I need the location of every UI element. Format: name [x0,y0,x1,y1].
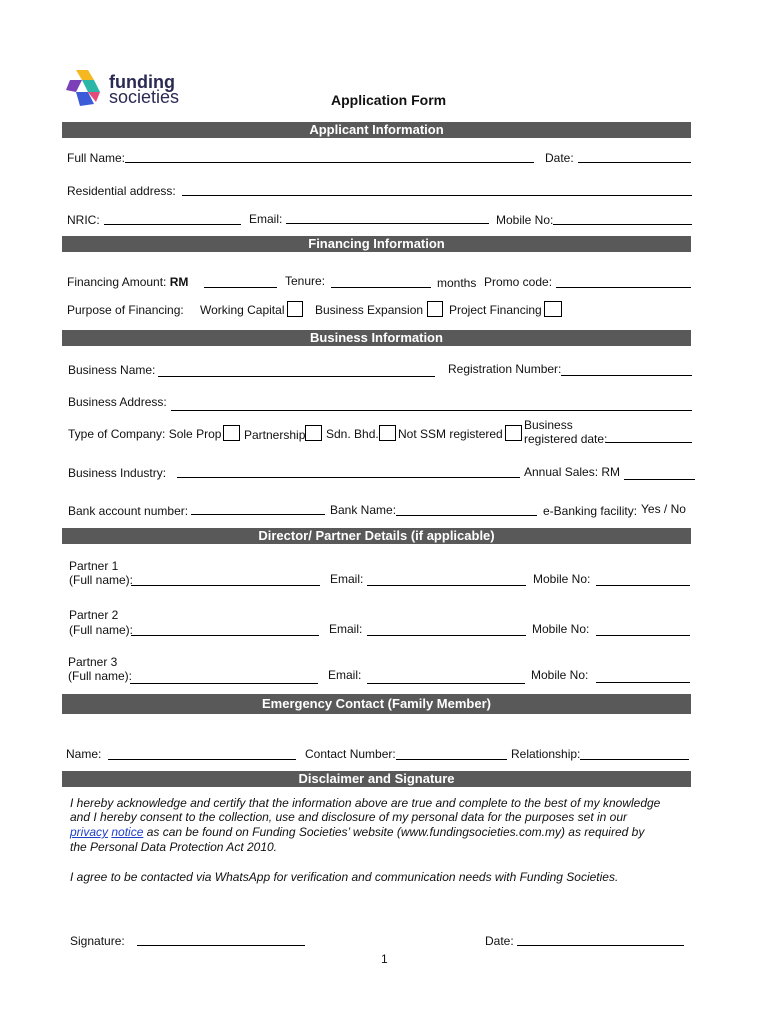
bank-account-field[interactable] [191,514,325,515]
months-label: months [437,276,477,290]
form-title: Application Form [331,92,447,108]
notice-link[interactable]: notice [111,825,144,839]
business-name-field[interactable] [158,376,435,377]
emergency-relationship-field[interactable] [580,759,689,760]
financing-amount-text: Financing Amount: [67,275,167,289]
emergency-relationship-label: Relationship: [511,747,581,761]
purpose-label: Purpose of Financing: [67,303,184,317]
section-header-directors: Director/ Partner Details (if applicable) [62,528,691,544]
business-name-label: Business Name: [68,363,156,377]
partner-2-fullname-field[interactable] [131,635,319,636]
brand-line-2: societies [109,87,180,107]
registered-date-label-2: registered date: [524,432,608,446]
email-label: Email: [249,212,283,226]
mobile-field[interactable] [553,224,692,225]
business-expansion-label: Business Expansion [315,303,424,317]
partner-1-fullname-label: (Full name): [69,573,134,587]
project-financing-checkbox[interactable] [544,301,562,317]
partner-1-label: Partner 1 [69,559,119,573]
partner-2-mobile-label: Mobile No: [532,622,590,636]
tenure-label: Tenure: [285,274,326,288]
ebanking-yes-no[interactable]: Yes / No [641,502,686,516]
ebanking-label: e-Banking facility: [543,504,638,518]
partner-1-email-label: Email: [330,572,364,586]
working-capital-checkbox[interactable] [287,301,303,317]
disclaimer-line-1: I hereby acknowledge and certify that the information above are true and complete to the best of my knowledge [70,796,661,810]
brand-line-1: funding [109,72,175,92]
bank-name-label: Bank Name: [330,503,397,517]
business-address-field[interactable] [171,410,692,411]
signature-label: Signature: [70,934,125,948]
partner-1-fullname-field[interactable] [131,585,320,586]
partner-2-email-label: Email: [329,622,363,636]
partner-3-mobile-label: Mobile No: [531,668,589,682]
partner-2-fullname-label: (Full name): [69,623,134,637]
project-financing-label: Project Financing [449,303,542,317]
tenure-field[interactable] [331,287,431,288]
partner-1-email-field[interactable] [367,585,526,586]
emergency-name-label: Name: [66,747,102,761]
partner-3-fullname-label: (Full name): [68,669,133,683]
section-header-emergency: Emergency Contact (Family Member) [62,694,691,714]
registered-date-label-1: Business [524,418,573,432]
working-capital-label: Working Capital [200,303,285,317]
partner-3-label: Partner 3 [68,655,118,669]
emergency-contact-field[interactable] [396,759,507,760]
sole-prop-checkbox[interactable] [223,425,240,441]
signature-date-field[interactable] [517,945,684,946]
annual-sales-label: Annual Sales: RM [524,465,621,479]
nric-label: NRIC: [67,213,100,227]
emergency-contact-label: Contact Number: [305,747,396,761]
date-label: Date: [545,151,574,165]
partner-2-email-field[interactable] [367,635,526,636]
nric-field[interactable] [104,224,241,225]
partnership-label: Partnership [244,428,306,442]
section-header-financing: Financing Information [62,236,691,252]
section-header-business: Business Information [62,330,691,346]
financing-amount-label [67,275,188,289]
promo-code-label: Promo code: [484,275,553,289]
registration-number-field[interactable] [561,375,692,376]
partner-3-fullname-field[interactable] [130,683,318,684]
residential-address-field[interactable] [182,195,692,196]
disclaimer-line-3-text: as can be found on Funding Societies’ website (www.fundingsocieties.com.my) as required by [143,825,645,839]
registered-date-field[interactable] [606,442,692,443]
company-type-label: Type of Company: Sole Prop [68,427,222,441]
residential-address-label: Residential address: [67,184,176,198]
disclaimer-line-3 [70,825,644,840]
page-number: 1 [381,952,388,966]
emergency-name-field[interactable] [108,759,296,760]
partnership-checkbox[interactable] [305,425,322,441]
bank-name-field[interactable] [396,515,537,516]
disclaimer-line-2: and I hereby consent to the collection, use and disclosure of my personal data for the purposes set in our [70,810,627,824]
email-field[interactable] [286,223,489,224]
full-name-label: Full Name: [67,151,126,165]
annual-sales-field[interactable] [624,479,695,480]
mobile-label: Mobile No: [496,213,554,227]
partner-1-mobile-field[interactable] [596,585,690,586]
registration-number-label: Registration Number: [448,362,562,376]
company-logo [66,68,180,108]
partner-2-mobile-field[interactable] [596,635,690,636]
business-expansion-checkbox[interactable] [427,301,443,317]
business-address-label: Business Address: [68,395,167,409]
business-industry-label: Business Industry: [68,466,167,480]
partner-2-label: Partner 2 [69,608,119,622]
whatsapp-consent: I agree to be contacted via WhatsApp for verification and communication needs with Funding Societies. [70,870,619,884]
privacy-link[interactable]: privacy [70,825,109,839]
promo-code-field[interactable] [556,287,691,288]
sdn-bhd-checkbox[interactable] [379,425,396,441]
partner-3-email-label: Email: [328,668,362,682]
partner-3-mobile-field[interactable] [596,682,690,683]
signature-date-label: Date: [485,934,514,948]
financing-amount-field[interactable] [204,287,277,288]
date-field[interactable] [578,162,691,163]
business-industry-field[interactable] [177,477,520,478]
bank-account-label: Bank account number: [68,504,189,518]
sdn-bhd-label: Sdn. Bhd. [326,427,379,441]
partner-1-mobile-label: Mobile No: [533,572,591,586]
section-header-disclaimer: Disclaimer and Signature [62,771,691,787]
section-header-applicant: Applicant Information [62,122,691,138]
partner-3-email-field[interactable] [367,683,525,684]
not-ssm-label: Not SSM registered [398,427,503,441]
disclaimer-line-4: the Personal Data Protection Act 2010. [70,840,278,854]
not-ssm-checkbox[interactable] [505,425,522,441]
currency-text: RM [169,275,189,289]
logo-mark-icon [66,68,104,108]
signature-field[interactable] [137,945,305,946]
full-name-field[interactable] [125,162,534,163]
